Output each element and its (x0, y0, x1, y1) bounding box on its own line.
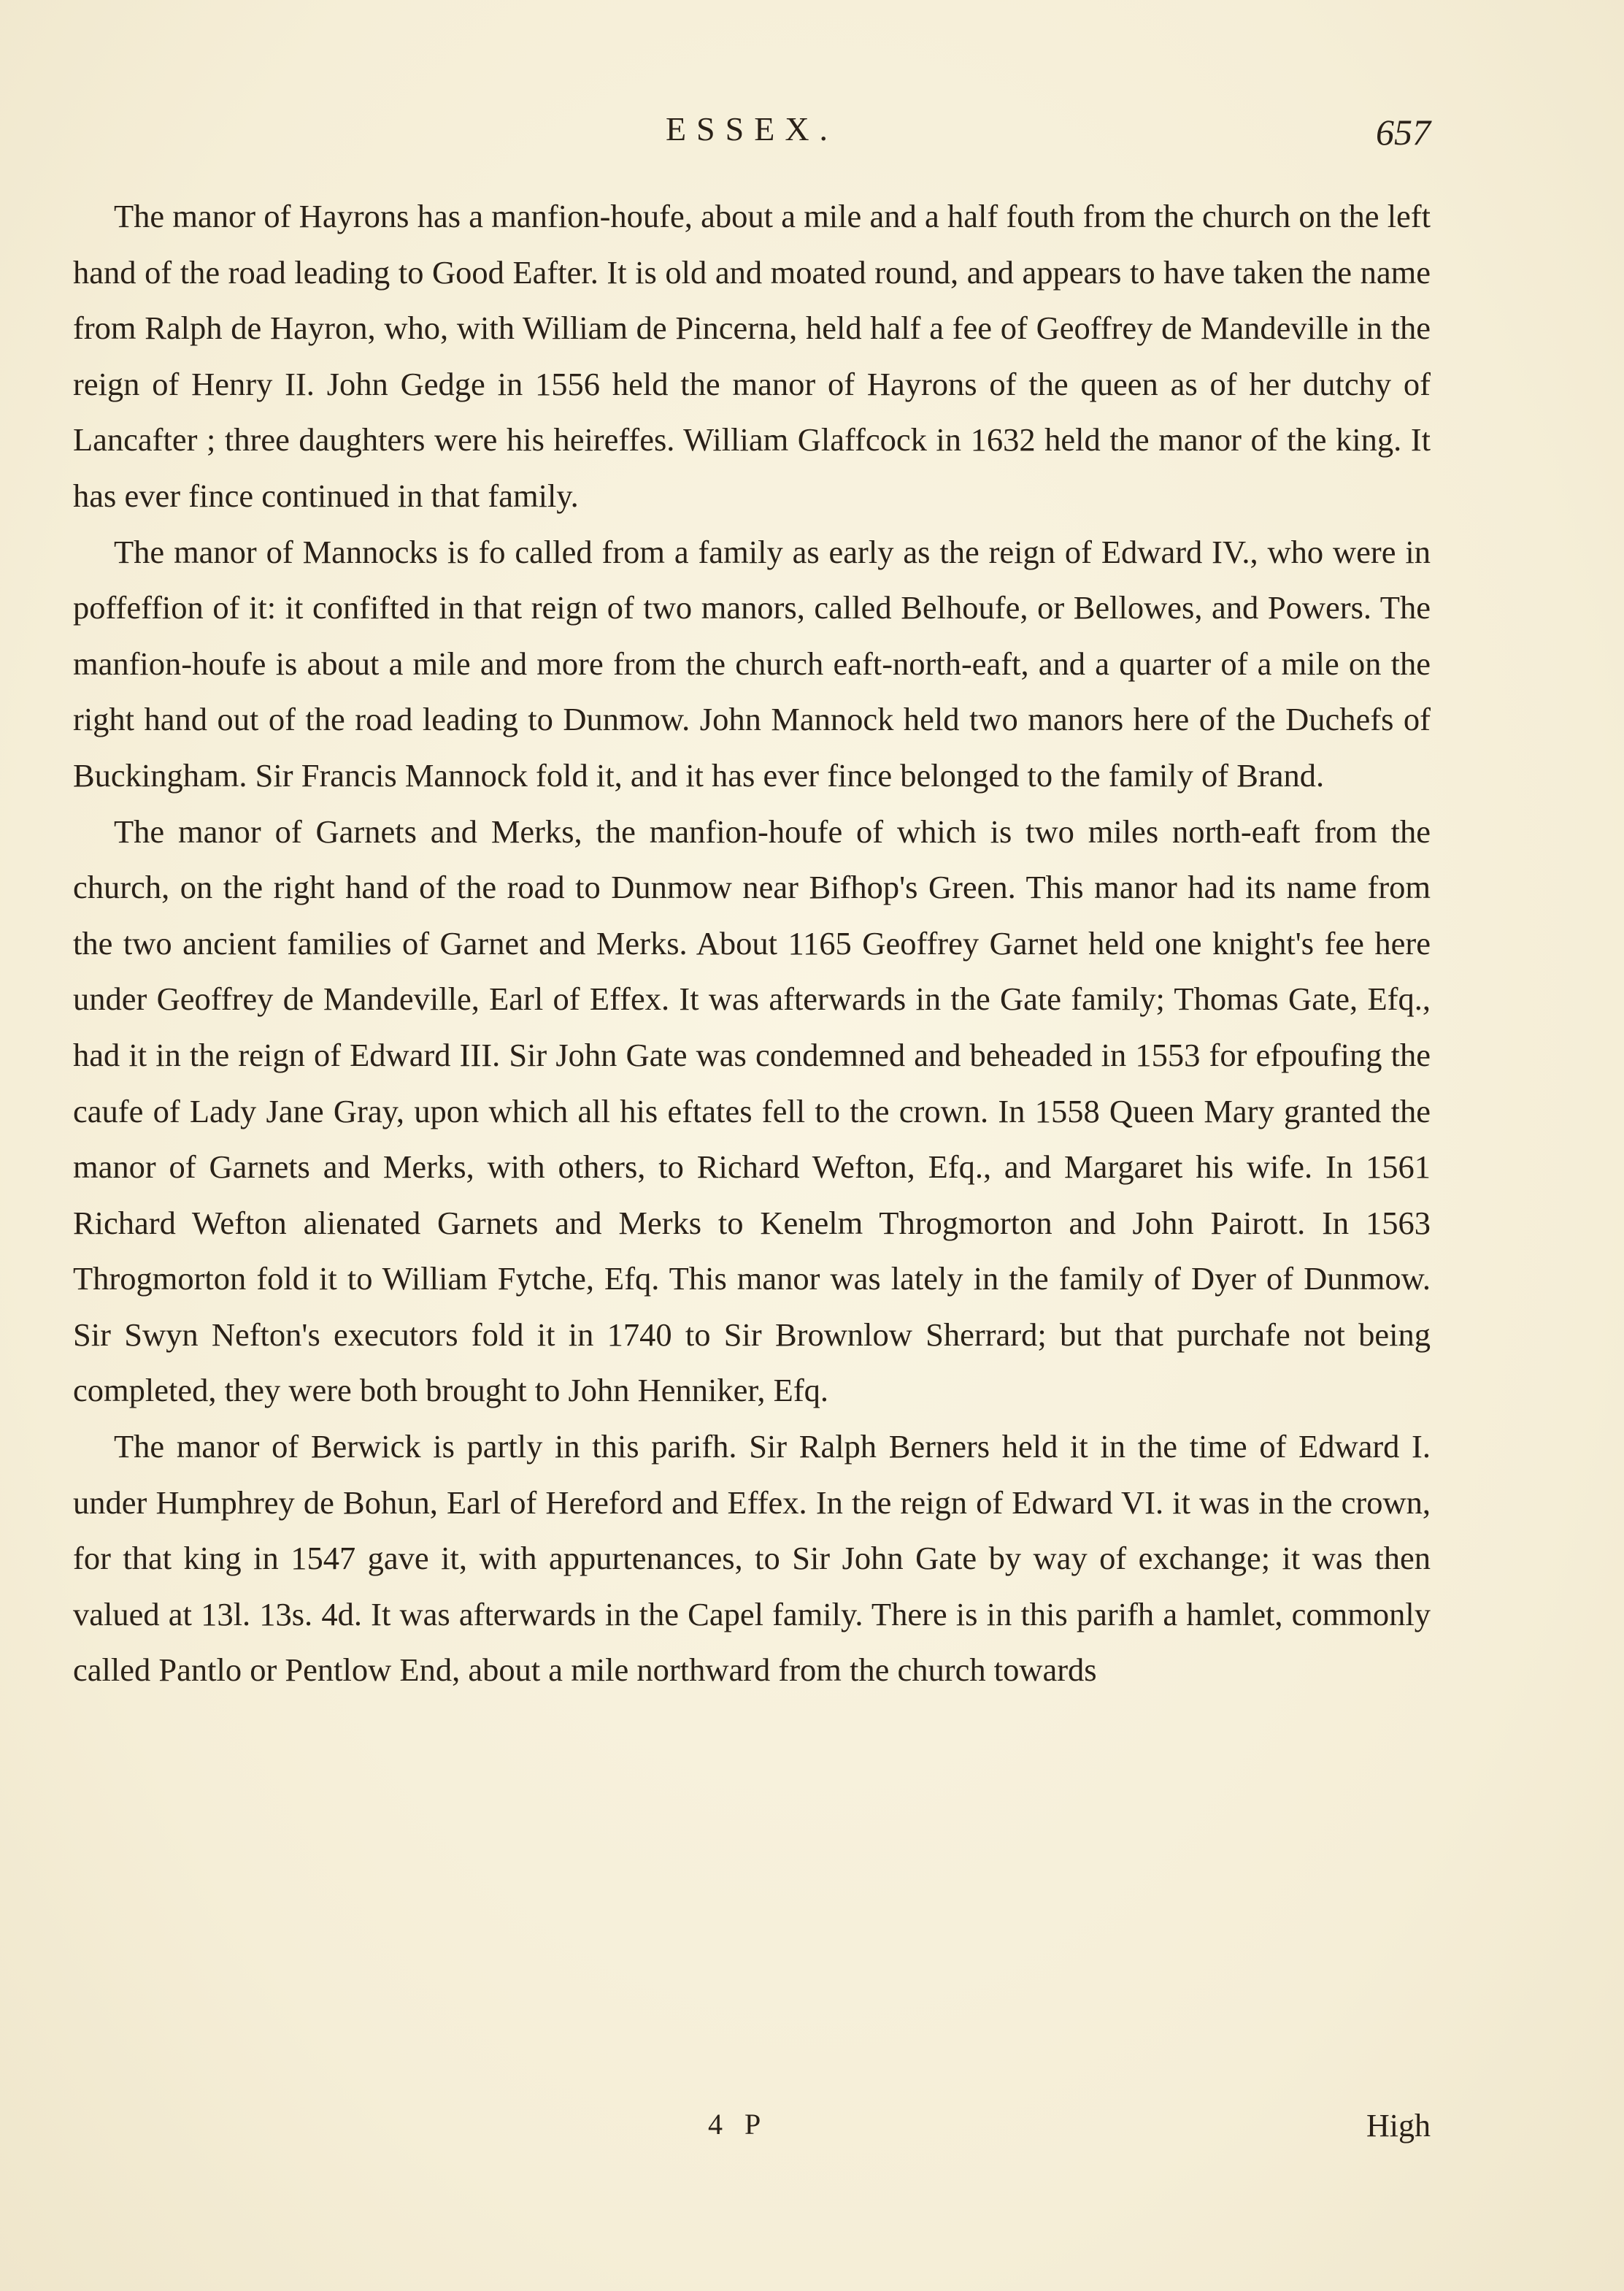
paragraph-berwick: The manor of Berwick is partly in this parifh. Sir Ralph Berners held it in the time of Edward I. under Humphrey de Bohun, Earl of Hereford and Effex. In the reign of Edward VI. it was in the crown, for that king in 1547 gave it, with appurtenances, to Sir John Gate by way of exchange; it was then valued at 13l. 13s. 4d. It was afterwards in the Capel family. There is in this parifh a hamlet, commonly called Pantlo or Pentlow End, about a mile northward from the church towards (73, 1428, 1431, 1689)
page-footer (73, 2107, 1431, 2158)
paragraph-hayrons: The manor of Hayrons has a manfion-houfe, about a mile and a half fouth from the church on the left hand of the road leading to Good Eafter. It is old and moated round, and appears to have taken the name from Ralph de Hayron, who, with William de Pincerna, held half a fee of Geoffrey de Mandeville in the reign of Henry II. John Gedge in 1556 held the manor of Hayrons of the queen as of her dutchy of Lancafter ; three daughters were his heireffes. William Glaffcock in 1632 held the manor of the king. It has ever fince continued in that family. (73, 198, 1431, 514)
body-text (73, 188, 1431, 1698)
running-head (73, 110, 1431, 161)
catchword: High (1366, 2108, 1431, 2144)
paragraph-mannocks: The manor of Mannocks is fo called from a family as early as the reign of Edward IV., who were in poffeffion of it: it confifted in that reign of two manors, called Belhoufe, or Bellowes, and Powers. The manfion-houfe is about a mile and more from the church eaft-north-eaft, and a quarter of a mile on the right hand out of the road leading to Dunmow. John Mannock held two manors here of the Duchefs of Buckingham. Sir Francis Mannock fold it, and it has ever fince belonged to the family of Brand. (73, 533, 1431, 794)
paragraph-garnets-and-merks: The manor of Garnets and Merks, the manfion-houfe of which is two miles north-eaft from the church, on the right hand of the road to Dunmow near Bifhop's Green. This manor had its name from the two ancient families of Garnet and Merks. About 1165 Geoffrey Garnet held one knight's fee here under Geoffrey de Mandeville, Earl of Effex. It was afterwards in the Gate family; Thomas Gate, Efq., had it in the reign of Edward III. Sir John Gate was condemned and beheaded in 1553 for efpoufing the caufe of Lady Jane Gray, upon which all his eftates fell to the crown. In 1558 Queen Mary granted the manor of Garnets and Merks, with others, to Richard Wefton, Efq., and Margaret his wife. In 1561 Richard Wefton alienated Garnets and Merks to Kenelm Throgmorton and John Pairott. In 1563 Throgmorton fold it to William Fytche, Efq. This manor was lately in the family of Dyer of Dunmow. Sir Swyn Nefton's executors fold it in 1740 to Sir Brownlow Sherrard; but that purchafe not being completed, they were both brought to John Henniker, Efq. (73, 813, 1431, 1409)
signature-mark: 4 P (708, 2108, 769, 2141)
page-number: 657 (1376, 112, 1431, 153)
running-title: ESSEX. (665, 110, 839, 147)
